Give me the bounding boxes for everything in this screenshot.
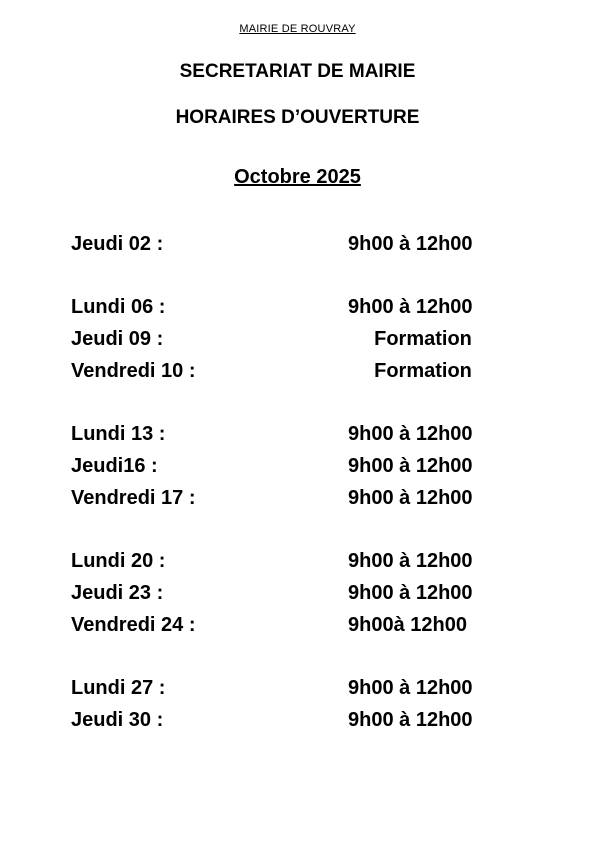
hours-value: 9h00 à 12h00 — [348, 454, 473, 477]
day-label: Jeudi16 : — [71, 454, 158, 477]
day-label: Jeudi 02 : — [71, 232, 164, 255]
schedule-row — [71, 704, 531, 736]
hours-value: 9h00 à 12h00 — [348, 708, 473, 731]
secretariat-title: SECRETARIAT DE MAIRIE — [179, 61, 416, 82]
hours-value: 9h00 à 12h00 — [348, 232, 473, 255]
day-label: Jeudi 23 : — [71, 581, 164, 604]
mairie-name: MAIRIE DE ROUVRAY — [239, 23, 356, 35]
schedule-row — [71, 291, 531, 323]
schedule-row — [71, 482, 531, 514]
hours-value: 9h00à 12h00 — [348, 613, 467, 636]
schedule-row — [71, 672, 531, 704]
hours-value: Formation — [374, 359, 472, 382]
schedule-list — [71, 228, 531, 767]
schedule-row — [71, 418, 531, 450]
schedule-group — [71, 418, 531, 514]
schedule-row — [71, 228, 531, 260]
day-label: Lundi 13 : — [71, 422, 166, 445]
schedule-group — [71, 545, 531, 641]
schedule-row — [71, 355, 531, 387]
schedule-row — [71, 577, 531, 609]
day-label: Vendredi 10 : — [71, 359, 196, 382]
hours-value: 9h00 à 12h00 — [348, 676, 473, 699]
schedule-group — [71, 672, 531, 736]
hours-value: 9h00 à 12h00 — [348, 295, 473, 318]
schedule-group — [71, 291, 531, 387]
opening-hours-title: HORAIRES D’OUVERTURE — [175, 107, 420, 128]
day-label: Lundi 27 : — [71, 676, 166, 699]
schedule-row — [71, 323, 531, 355]
schedule-row — [71, 450, 531, 482]
schedule-row — [71, 545, 531, 577]
day-label: Vendredi 17 : — [71, 486, 196, 509]
day-label: Lundi 06 : — [71, 295, 166, 318]
hours-value: 9h00 à 12h00 — [348, 486, 473, 509]
hours-value: Formation — [374, 327, 472, 350]
hours-value: 9h00 à 12h00 — [348, 581, 473, 604]
hours-value: 9h00 à 12h00 — [348, 422, 473, 445]
month-heading: Octobre 2025 — [234, 166, 361, 188]
day-label: Lundi 20 : — [71, 549, 166, 572]
day-label: Jeudi 30 : — [71, 708, 164, 731]
day-label: Jeudi 09 : — [71, 327, 164, 350]
schedule-row — [71, 609, 531, 641]
day-label: Vendredi 24 : — [71, 613, 196, 636]
hours-value: 9h00 à 12h00 — [348, 549, 473, 572]
schedule-group — [71, 228, 531, 260]
